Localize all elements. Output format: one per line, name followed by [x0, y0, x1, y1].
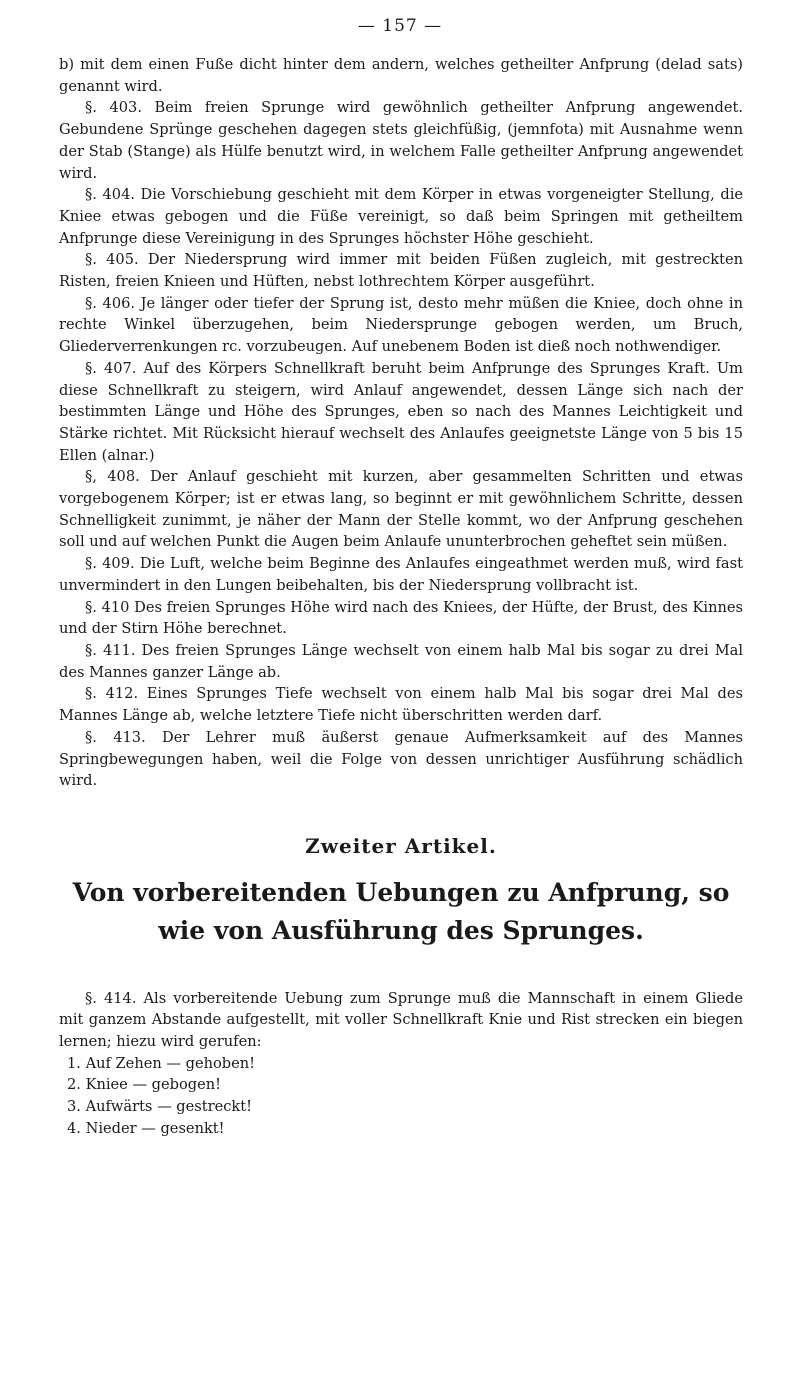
page-number: — 157 —: [357, 16, 443, 36]
paragraph-408: §, 408. Der Anlauf geschieht mit kurzen, aber gesammelten Schritten und etwas vorgebogenem Körper; ist er etwas lang, so beginnt er mit gewöhnlichem Schritte, dessen Schnelligkeit zunimmt, je näher der Mann der Stelle kommt, wo der Anfprung geschehen soll und auf welchen Punkt die Augen beim Anlaufe ununterbrochen geheftet sein müßen.: [59, 468, 743, 551]
paragraph-412: §. 412. Eines Sprunges Tiefe wechselt von einem halb Mal bis sogar drei Mal des Mannes Länge ab, welche letztere Tiefe nicht überschritten werden darf.: [59, 685, 743, 725]
page-body: [59, 54, 743, 1140]
section-heading: Zweiter Artikel.: [305, 833, 497, 858]
paragraph-404: §. 404. Die Vorschiebung geschieht mit dem Körper in etwas vorgeneigter Stellung, die Kniee etwas gebogen und die Füße vereinigt, so daß beim Springen mit getheiltem Anfprunge diese Vereinigung in des Sprunges höchster Höhe geschieht.: [59, 186, 743, 247]
paragraph-407: §. 407. Auf des Körpers Schnellkraft beruht beim Anfprunge des Sprunges Kraft. Um diese Schnellkraft zu steigern, wird Anlauf angewendet, dessen Länge sich nach der bestimmten Länge und Höhe des Sprunges, eben so nach des Mannes Leichtigkeit und Stärke richtet. Mit Rücksicht hierauf wechselt des Anlaufes geeignetste Länge von 5 bis 15 Ellen (alnar.): [59, 359, 743, 464]
paragraph-414: §. 414. Als vorbereitende Uebung zum Sprunge muß die Mannschaft in einem Gliede mit ganzem Abstande aufgestellt, mit voller Schnellkraft Knie und Rist strecken ein biegen lernen; hiezu wird gerufen:: [59, 989, 743, 1051]
chapter-title: Von vorbereitenden Uebungen zu Anfprung, so wie von Ausführung des Sprunges.: [72, 877, 730, 945]
paragraph-b: b) mit dem einen Fuße dicht hinter dem andern, welches getheilter Anfprung (delad sats) genannt wird.: [59, 56, 743, 95]
command-4: 4. Nieder — gesenkt!: [67, 1119, 225, 1137]
command-1: 1. Auf Zehen — gehoben!: [67, 1054, 256, 1072]
paragraph-403: §. 403. Beim freien Sprunge wird gewöhnlich getheilter Anfprung angewendet. Gebundene Sprünge geschehen dagegen stets gleichfüßig, (jemnfota) mit Ausnahme wenn der Stab (Stange) als Hülfe benutzt wird, in welchem Falle getheilter Anfprung angewendet wird.: [59, 99, 743, 182]
command-3: 3. Aufwärts — gestreckt!: [67, 1098, 252, 1116]
paragraph-406: §. 406. Je länger oder tiefer der Sprung ist, desto mehr müßen die Kniee, doch ohne in rechte Winkel überzugehen, beim Niedersprunge gebogen werden, um Bruch, Gliederverrenkungen rc. vorzubeugen. Auf unebenem Boden ist dieß noch nothwendiger.: [59, 294, 743, 356]
paragraph-409: §. 409. Die Luft, welche beim Beginne des Anlaufes eingeathmet werden muß, wird fast unvermindert in den Lungen beibehalten, bis der Niedersprung vollbracht ist.: [59, 555, 743, 594]
paragraph-410: §. 410 Des freien Sprunges Höhe wird nach des Kniees, der Hüfte, der Brust, des Kinnes und der Stirn Höhe berechnet.: [59, 598, 743, 638]
command-2: 2. Kniee — gebogen!: [67, 1076, 222, 1094]
paragraph-411: §. 411. Des freien Sprunges Länge wechselt von einem halb Mal bis sogar zu drei Mal des Mannes ganzer Länge ab.: [59, 641, 743, 681]
paragraph-413: §. 413. Der Lehrer muß äußerst genaue Aufmerksamkeit auf des Mannes Springbewegungen haben, weil die Folge von dessen unrichtiger Ausführung schädlich wird.: [59, 728, 743, 790]
paragraph-405: §. 405. Der Niedersprung wird immer mit beiden Füßen zugleich, mit gestreckten Risten, freien Knieen und Hüften, nebst lothrechtem Körper ausgeführt.: [59, 251, 743, 291]
